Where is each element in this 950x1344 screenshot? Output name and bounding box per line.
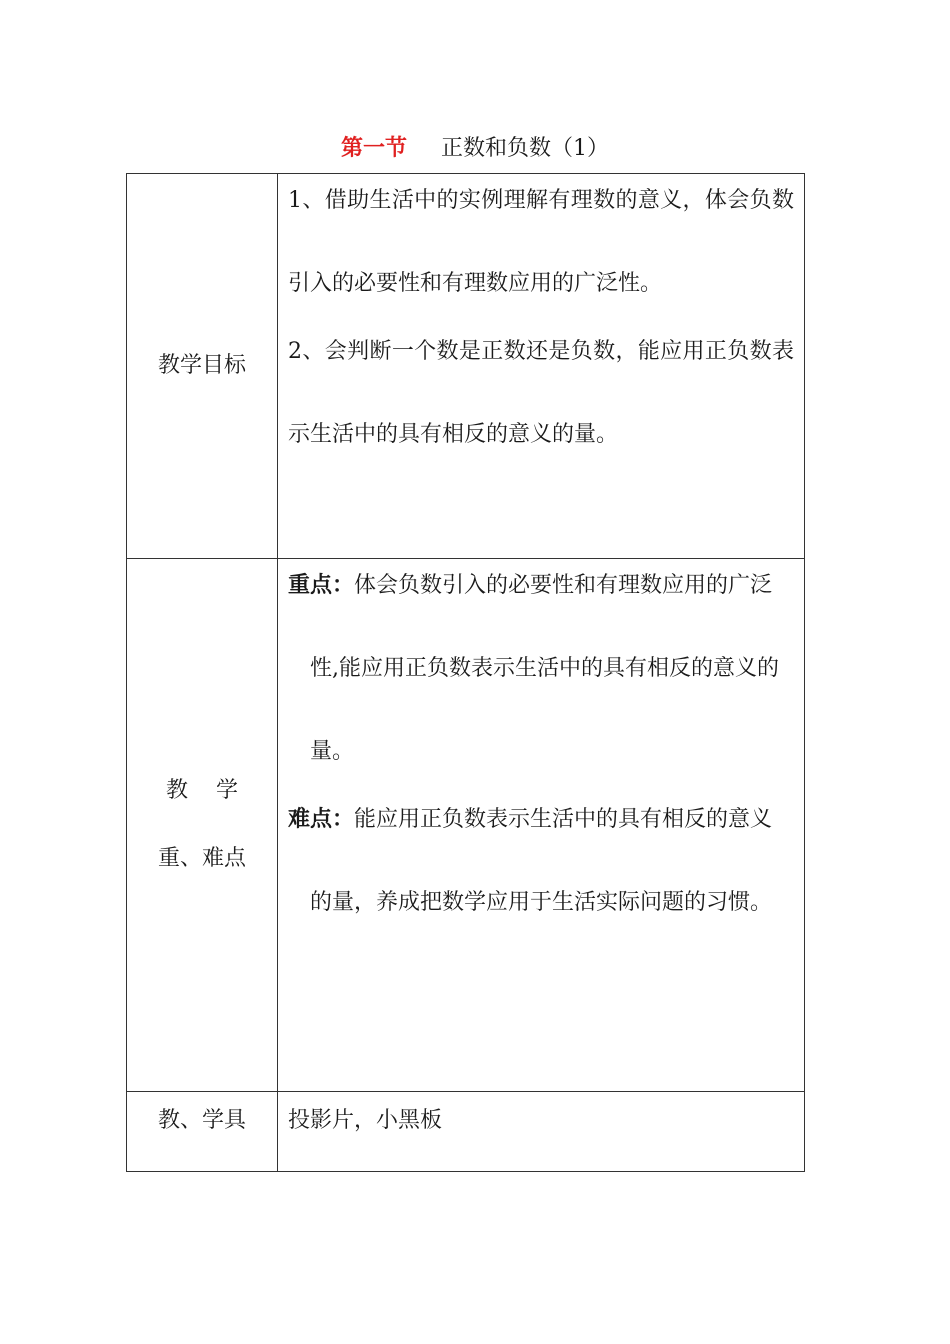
tools-cell <box>278 1092 805 1172</box>
tools-label: 教、学具 <box>127 1092 278 1172</box>
goal-item-2: 2、会判断一个数是正数还是负数，能应用正负数表示生活中的具有相反的意义的量。 <box>288 339 794 447</box>
keys-label <box>127 559 278 1092</box>
table-row-goals <box>127 174 805 559</box>
table-row-keys <box>127 559 805 1092</box>
tools-text: 投影片，小黑板 <box>288 1108 443 1133</box>
lesson-plan-table <box>126 173 805 1172</box>
section-number: 第一节 <box>340 135 407 161</box>
keys-label-line1: 教学 <box>165 778 266 803</box>
key-point-text: 体会负数引入的必要性和有理数应用的广泛性,能应用正负数表示生活中的具有相反的意义的量。 <box>310 573 779 764</box>
table-row-tools <box>127 1092 805 1172</box>
lesson-name: 正数和负数（1） <box>441 136 609 161</box>
difficulty-point-label: 难点： <box>288 806 355 832</box>
keys-cell <box>278 559 805 1092</box>
keys-label-line2: 重、难点 <box>157 846 246 871</box>
goals-label: 教学目标 <box>127 174 278 559</box>
key-point <box>288 544 794 793</box>
difficulty-point-text: 能应用正负数表示生活中的具有相反的意义的量，养成把数学应用于生活实际问题的习惯。 <box>310 807 773 915</box>
difficulty-point <box>288 778 794 944</box>
key-point-label: 重点： <box>288 572 355 598</box>
goals-cell <box>278 174 805 559</box>
goal-item-1: 1、借助生活中的实例理解有理数的意义，体会负数引入的必要性和有理数应用的广泛性。 <box>288 188 794 296</box>
